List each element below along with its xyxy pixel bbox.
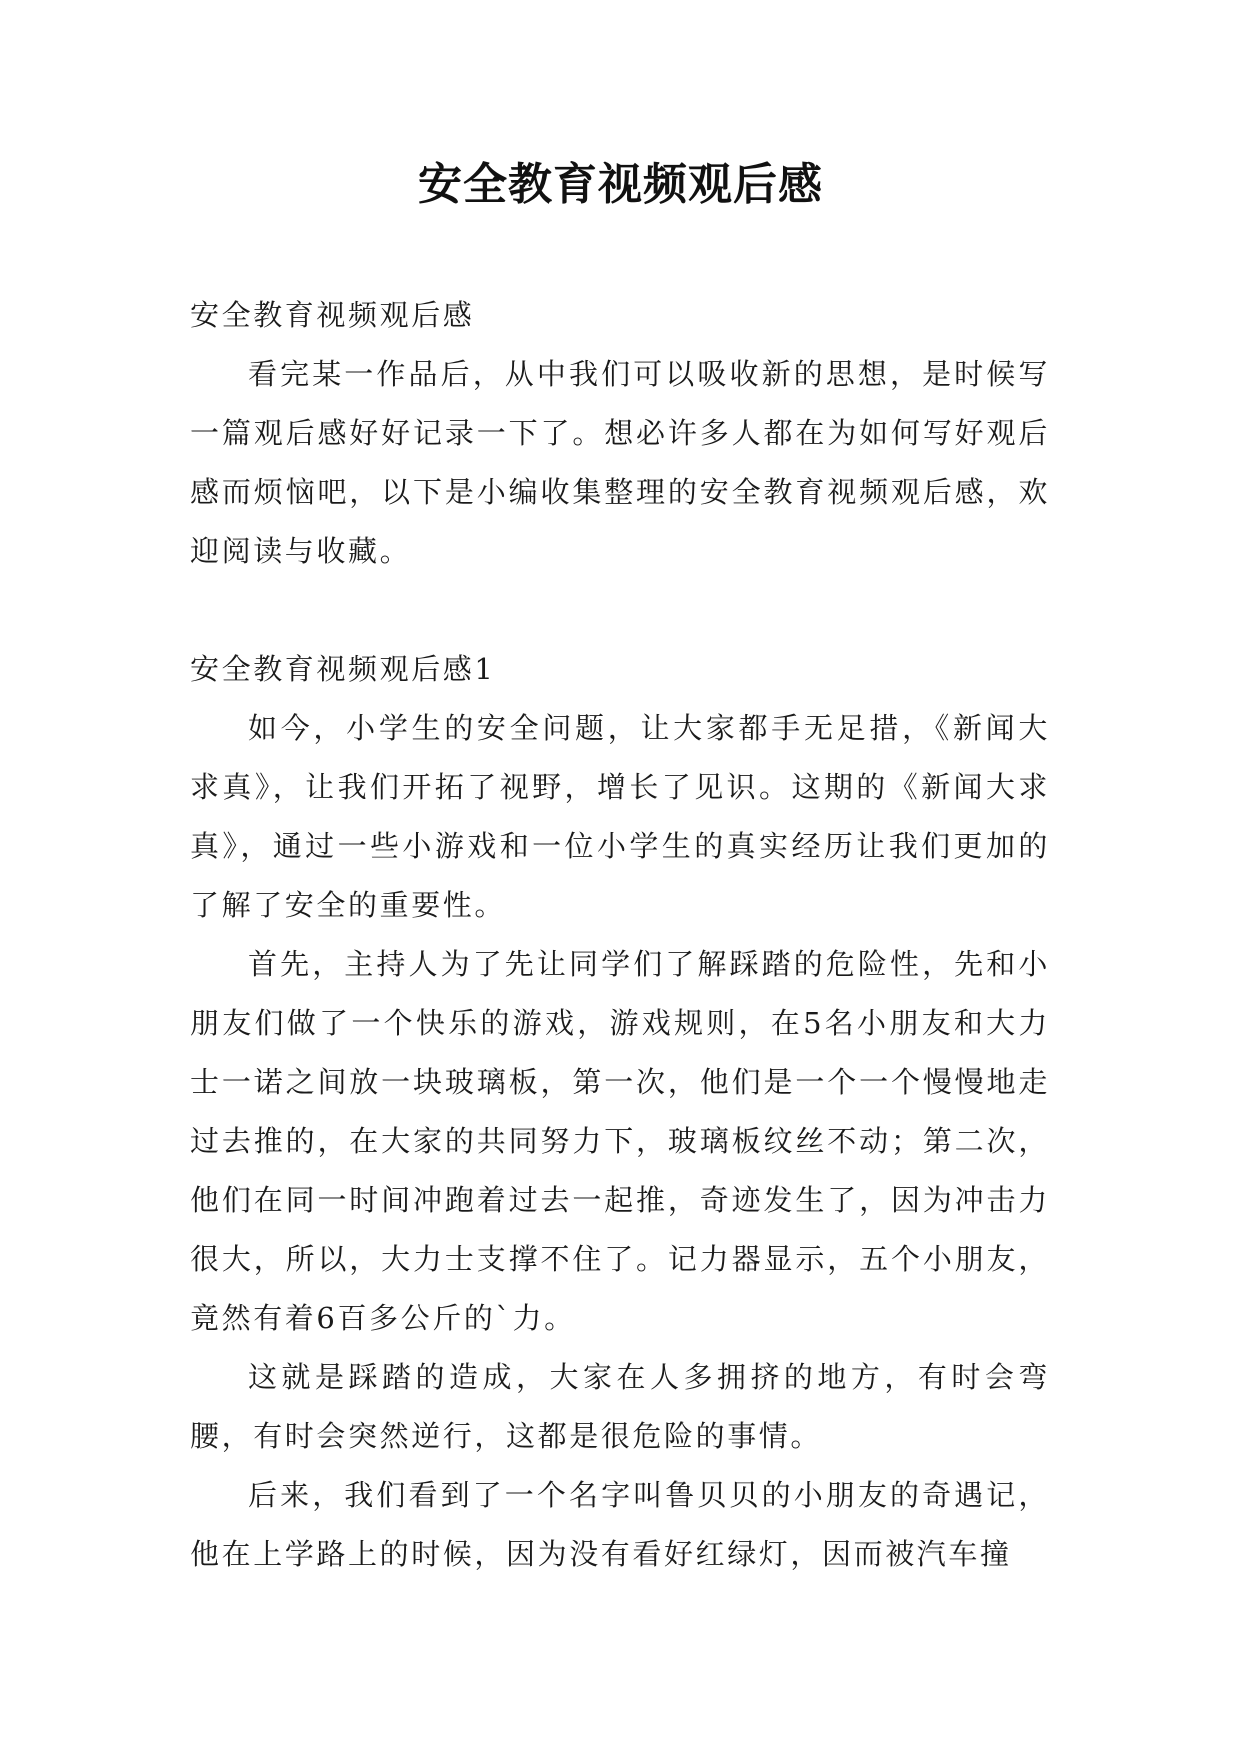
- section1-heading: 安全教育视频观后感1: [190, 652, 496, 686]
- section1-paragraph-3: 这就是踩踏的造成，大家在人多拥挤的地方，有时会弯腰，有时会突然逆行，这都是很危险的事情。: [190, 1360, 1050, 1453]
- section1-paragraph-2: 首先，主持人为了先让同学们了解踩踏的危险性，先和小朋友们做了一个快乐的游戏，游戏规则，在5名小朋友和大力士一诺之间放一块玻璃板，第一次，他们是一个一个慢慢地走过去推的，在大家的共同努力下，玻璃板纹丝不动；第二次，他们在同一时间冲跑着过去一起推，奇迹发生了，因为冲击力很大，所以，大力士支撑不住了。记力器显示，五个小朋友，竟然有着6百多公斤的`力。: [190, 947, 1050, 1335]
- intro-paragraph: 看完某一作品后，从中我们可以吸收新的思想，是时候写一篇观后感好好记录一下了。想必许多人都在为如何写好观后感而烦恼吧，以下是小编收集整理的安全教育视频观后感，欢迎阅读与收藏。: [190, 357, 1050, 568]
- section1-paragraph-4: 后来，我们看到了一个名字叫鲁贝贝的小朋友的奇遇记，他在上学路上的时候，因为没有看好红绿灯，因而被汽车撞: [190, 1478, 1050, 1571]
- intro-heading: 安全教育视频观后感: [190, 298, 475, 332]
- section-spacer: [190, 581, 1050, 640]
- section1-paragraph-1: 如今，小学生的安全问题，让大家都手无足措，《新闻大求真》，让我们开拓了视野，增长了见识。这期的《新闻大求真》，通过一些小游戏和一位小学生的真实经历让我们更加的了解了安全的重要性。: [190, 711, 1050, 922]
- document-title: 安全教育视频观后感: [418, 159, 823, 210]
- document-body: [190, 286, 1050, 1584]
